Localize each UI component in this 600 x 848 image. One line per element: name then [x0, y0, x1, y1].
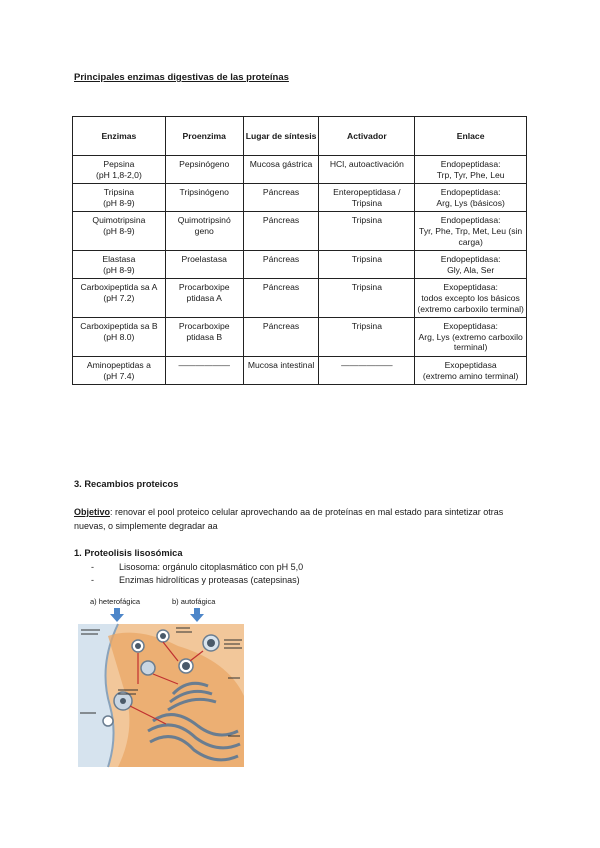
table-row — [73, 318, 527, 357]
table-cell: —————— — [319, 356, 415, 384]
table-cell: Carboxipeptida sa B (pH 8.0) — [73, 318, 166, 357]
table-row — [73, 279, 527, 318]
table-cell: Tripsina — [319, 212, 415, 251]
table-cell: Exopeptidasa: Arg, Lys (extremo carboxilo terminal) — [415, 318, 527, 357]
table-cell: Quimotripsinó geno — [165, 212, 243, 251]
table-cell: Páncreas — [243, 184, 319, 212]
header-cell: Proenzima — [165, 117, 243, 156]
table-cell: Elastasa (pH 8-9) — [73, 251, 166, 279]
header-cell: Enlace — [415, 117, 527, 156]
table-cell: Pepsinógeno — [165, 156, 243, 184]
lysosome-figure — [78, 606, 248, 768]
objective-paragraph — [74, 505, 529, 533]
table-cell: Endopeptidasa: Tyr, Phe, Trp, Met, Leu (sin carga) — [415, 212, 527, 251]
table-cell: Endopeptidasa: Arg, Lys (básicos) — [415, 184, 527, 212]
table-cell: Exopeptidasa: todos excepto los básicos (extremo carboxilo terminal) — [415, 279, 527, 318]
table-cell: Tripsina — [319, 318, 415, 357]
table-cell: Mucosa gástrica — [243, 156, 319, 184]
table-header-row — [73, 117, 527, 156]
table-row — [73, 212, 527, 251]
header-cell: Enzimas — [73, 117, 166, 156]
table-row — [73, 356, 527, 384]
table-cell: Enteropeptidasa / Tripsina — [319, 184, 415, 212]
table-cell: Endopeptidasa: Trp, Tyr, Phe, Leu — [415, 156, 527, 184]
down-arrow-icon — [190, 608, 204, 622]
table-cell: —————— — [165, 356, 243, 384]
bullet-list — [91, 561, 511, 587]
table-cell: Proelastasa — [165, 251, 243, 279]
table-cell: Pepsina (pH 1,8-2,0) — [73, 156, 166, 184]
subsection-heading: 1. Proteolisis lisosómica — [74, 548, 183, 558]
table-cell: Mucosa intestinal — [243, 356, 319, 384]
table-cell: Páncreas — [243, 212, 319, 251]
down-arrow-icon — [110, 608, 124, 622]
table-cell: Páncreas — [243, 279, 319, 318]
enzymes-table — [72, 116, 527, 385]
header-cell: Lugar de síntesis — [243, 117, 319, 156]
table-cell: Carboxipeptida sa A (pH 7.2) — [73, 279, 166, 318]
list-item: - Enzimas hidrolíticas y proteasas (catepsinas) — [91, 574, 511, 587]
page-title: Principales enzimas digestivas de las proteínas — [74, 72, 289, 83]
table-cell: Tripsina (pH 8-9) — [73, 184, 166, 212]
table-cell: Tripsinógeno — [165, 184, 243, 212]
table-cell: Procarboxipe ptidasa A — [165, 279, 243, 318]
objective-label: Objetivo — [74, 507, 111, 517]
objective-text: : renovar el pool proteico celular aprovechando aa de proteínas en mal estado para sintetizar otras nuevas, o simplemente degradar aa — [74, 507, 504, 531]
table-cell: Endopeptidasa: Gly, Ala, Ser — [415, 251, 527, 279]
list-item: - Lisosoma: orgánulo citoplasmático con pH 5,0 — [91, 561, 511, 574]
table-row — [73, 251, 527, 279]
table-cell: HCl, autoactivación — [319, 156, 415, 184]
table-cell: Páncreas — [243, 318, 319, 357]
table-cell: Tripsina — [319, 251, 415, 279]
figure-label-b: b) autofágica — [172, 597, 216, 606]
table-row — [73, 184, 527, 212]
table-row — [73, 156, 527, 184]
header-cell: Activador — [319, 117, 415, 156]
table-cell: Quimotripsina (pH 8-9) — [73, 212, 166, 251]
table-cell: Procarboxipe ptidasa B — [165, 318, 243, 357]
table-cell: Páncreas — [243, 251, 319, 279]
table-cell: Exopeptidasa (extremo amino terminal) — [415, 356, 527, 384]
table-cell: Aminopeptidas a (pH 7.4) — [73, 356, 166, 384]
figure-label-a: a) heterofágica — [90, 597, 141, 606]
table-cell: Tripsina — [319, 279, 415, 318]
section-heading: 3. Recambios proteicos — [74, 479, 179, 489]
